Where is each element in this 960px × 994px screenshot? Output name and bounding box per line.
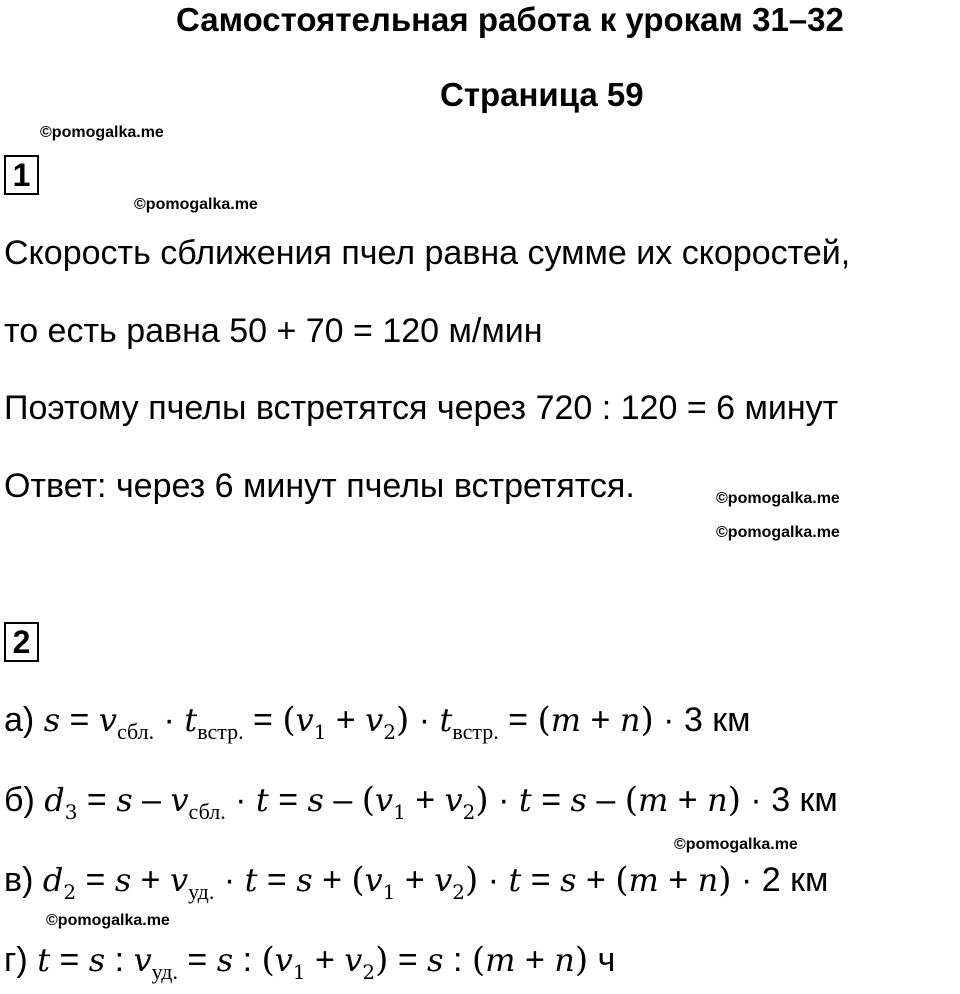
var-n: n — [554, 941, 575, 979]
sub-1: 1 — [292, 960, 306, 984]
var-s: s — [296, 861, 313, 899]
op-eq: = — [243, 701, 283, 739]
var-n: n — [619, 701, 641, 739]
watermark: ©pomogalka.me — [40, 124, 164, 141]
sub-1: 1 — [393, 800, 406, 824]
op-eq: = — [60, 701, 99, 739]
var-t: t — [244, 861, 258, 899]
sub-2: 2 — [362, 960, 376, 984]
sub-1: 1 — [313, 720, 327, 744]
op-plus: + — [658, 861, 698, 899]
sub-sbl: сбл. — [116, 719, 155, 744]
item-label: а) — [4, 701, 35, 739]
page-title: Самостоятельная работа к урокам 31–32 — [176, 1, 844, 38]
sub-2: 2 — [63, 880, 77, 904]
op-dot: · — [478, 861, 509, 899]
op-plus: + — [668, 781, 708, 819]
paren-right: ) — [465, 860, 479, 900]
op-dot: · — [225, 781, 256, 819]
op-plus: + — [326, 701, 366, 739]
watermark: ©pomogalka.me — [674, 836, 798, 853]
var-v: v — [434, 861, 453, 899]
var-s: s — [114, 861, 132, 899]
watermark: ©pomogalka.me — [716, 524, 840, 541]
var-s: s — [427, 941, 444, 979]
op-eq: = — [77, 781, 117, 819]
paren-right: ) — [375, 940, 389, 980]
op-eq: = — [257, 861, 297, 899]
task1-answer: Ответ: через 6 минут пчелы встретятся. — [4, 467, 635, 505]
var-t: t — [439, 701, 453, 739]
var-v: v — [170, 781, 189, 819]
var-t: t — [37, 941, 51, 979]
op-eq: = — [531, 781, 571, 819]
op-dot: · — [740, 781, 772, 819]
var-s: s — [570, 781, 587, 819]
op-colon: : — [443, 941, 472, 979]
task1-line-2: то есть равна 50 + 70 = 120 м/мин — [4, 312, 543, 350]
op-plus: + — [131, 861, 170, 899]
op-dot: · — [154, 701, 185, 739]
var-t: t — [518, 781, 532, 819]
var-t: t — [255, 781, 269, 819]
var-s: s — [43, 701, 61, 739]
op-plus: + — [581, 701, 620, 739]
sub-2: 2 — [383, 720, 396, 744]
paren-left: ( — [261, 940, 275, 980]
paren-left: ( — [282, 700, 296, 740]
formula-d — [4, 938, 615, 994]
paren-left: ( — [351, 860, 365, 900]
op-minus: – — [586, 781, 625, 819]
var-m: m — [638, 781, 669, 819]
formula-c — [4, 858, 828, 914]
var-s: s — [216, 941, 234, 979]
var-m: m — [628, 861, 659, 899]
var-v: v — [274, 941, 293, 979]
sub-vstr: встр. — [197, 719, 244, 744]
paren-left: ( — [537, 700, 551, 740]
op-plus: + — [515, 941, 555, 979]
task1-line-1: Скорость сближения пчел равна сумме их скоростей, — [4, 234, 851, 272]
paren-right: ) — [395, 700, 410, 740]
unit: 3 км — [771, 781, 838, 819]
op-dot: · — [409, 701, 440, 739]
unit: 3 км — [683, 701, 751, 739]
var-n: n — [707, 781, 728, 819]
sub-2: 2 — [452, 880, 466, 904]
paren-right: ) — [727, 780, 741, 820]
paren-right: ) — [475, 780, 489, 820]
op-plus: + — [405, 781, 445, 819]
paren-left: ( — [471, 940, 486, 980]
sub-sbl: сбл. — [188, 799, 226, 824]
op-colon: : — [233, 941, 262, 979]
var-n: n — [697, 861, 719, 899]
task1-line-3: Поэтому пчелы встретятся через 720 : 120 = 6 минут — [4, 389, 839, 427]
op-dot: · — [488, 781, 519, 819]
op-eq: = — [76, 861, 115, 899]
var-v: v — [295, 701, 314, 739]
op-eq: = — [498, 701, 538, 739]
var-d: d — [42, 861, 64, 899]
var-t: t — [508, 861, 522, 899]
op-plus: + — [576, 861, 616, 899]
var-v: v — [364, 861, 383, 899]
var-v: v — [98, 701, 117, 739]
var-d: d — [44, 781, 65, 819]
op-dot: · — [214, 861, 245, 899]
paren-left: ( — [615, 860, 629, 900]
op-minus: – — [323, 781, 362, 819]
paren-left: ( — [624, 780, 638, 820]
var-s: s — [88, 941, 106, 979]
var-m: m — [485, 941, 516, 979]
watermark: ©pomogalka.me — [134, 196, 258, 213]
var-v: v — [365, 701, 384, 739]
sub-1: 1 — [382, 880, 396, 904]
task-number-2: 2 — [4, 622, 39, 662]
task-number-1: 1 — [4, 155, 39, 195]
watermark: ©pomogalka.me — [716, 490, 840, 507]
var-v: v — [444, 781, 463, 819]
op-plus: + — [395, 861, 435, 899]
op-eq: = — [268, 781, 308, 819]
paren-right: ) — [574, 940, 589, 980]
sub-ud: уд. — [188, 879, 215, 904]
op-plus: + — [312, 861, 352, 899]
formula-b — [4, 778, 838, 834]
paren-right: ) — [718, 860, 732, 900]
sub-ud: уд. — [151, 959, 178, 984]
sub-3: 3 — [64, 800, 78, 824]
var-m: m — [550, 701, 582, 739]
op-eq: = — [521, 861, 561, 899]
var-v: v — [344, 941, 363, 979]
sub-2: 2 — [462, 800, 476, 824]
var-s: s — [116, 781, 133, 819]
item-label: в) — [4, 861, 34, 899]
sub-vstr: встр. — [452, 719, 499, 744]
op-dot: · — [731, 861, 762, 899]
var-v: v — [133, 941, 152, 979]
paren-left: ( — [361, 780, 376, 820]
op-eq: = — [50, 941, 89, 979]
formula-a — [4, 698, 751, 754]
var-v: v — [375, 781, 394, 819]
page-number: Страница 59 — [440, 76, 644, 113]
op-dot: · — [653, 701, 684, 739]
op-colon: : — [105, 941, 134, 979]
var-t: t — [184, 701, 198, 739]
op-eq: = — [177, 941, 217, 979]
op-eq: = — [388, 941, 428, 979]
unit: ч — [588, 941, 616, 979]
watermark: ©pomogalka.me — [46, 912, 170, 929]
var-s: s — [560, 861, 577, 899]
paren-right: ) — [640, 700, 654, 740]
var-v: v — [169, 861, 189, 899]
item-label: б) — [4, 781, 35, 819]
op-minus: – — [132, 781, 171, 819]
var-s: s — [307, 781, 324, 819]
op-plus: + — [305, 941, 345, 979]
item-label: г) — [4, 941, 28, 979]
unit: 2 км — [761, 861, 829, 899]
